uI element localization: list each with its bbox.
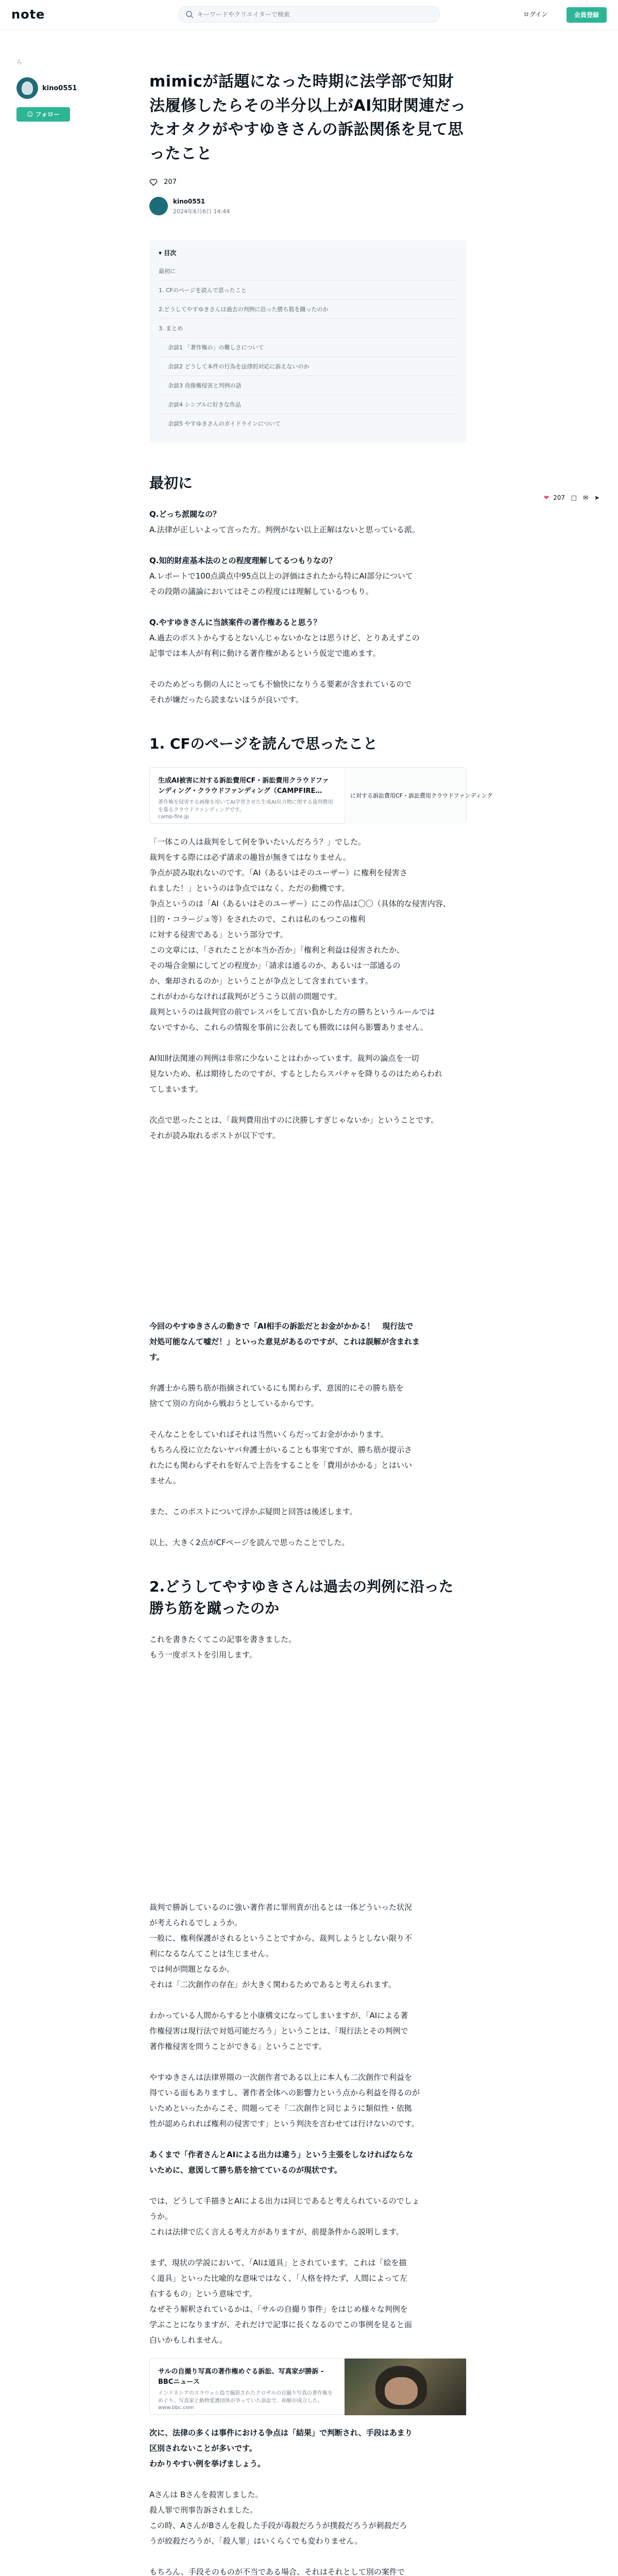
toc-item[interactable]: 余談1 「著作権の」の難しさについて xyxy=(159,338,457,357)
question-3: Q.やすゆきさんに当該案件の著作権あると思う？ xyxy=(149,618,321,627)
link-card-title: サルの自撮り写真の著作権めぐる訴訟、写真家が勝訴 - BBCニュース xyxy=(158,2368,324,2386)
article-title: mimicが話題になった時期に法学部で知財法履修したらその半分以上がAI知財関連だったオタクがやすゆきさんの訴訟関係を見て思ったこと xyxy=(149,73,466,163)
section-2-paragraph-9: Aさんは Bさんを殺害しました。 殺人罪で刑事告訴されました。 この時、AさんがBさんを殺した手段が毒殺だろうが撲殺だろうが刺殺だろ うが絞殺だろうが、「殺人罪」はいくらくでも変わりません。 xyxy=(149,2490,407,2546)
article xyxy=(149,70,493,2576)
section-1-paragraph-2: AI知財法関連の判例は非常に少ないことはわかっています。裁判の論点を一切 見ないため、私は期待したのですが、するとしたらスパチャを降りるのはためらわれ てしまいます。 xyxy=(149,1054,442,1094)
table-of-contents xyxy=(149,240,467,443)
toc-item[interactable]: 余談2 どうして本件の行為を法律的対応に訴えないのか xyxy=(159,357,457,376)
chevron-down-icon: ▾ xyxy=(159,249,164,257)
back-link[interactable]: ら xyxy=(16,59,22,65)
author-row xyxy=(149,197,467,217)
toc-item[interactable]: 1. CFのページを読んで思ったこと xyxy=(159,281,457,300)
toc-item[interactable]: 最初に xyxy=(159,262,457,281)
like-row xyxy=(149,178,467,189)
search-box[interactable] xyxy=(178,6,440,23)
answer-1: A.法律が正しいよって言った方。判例がない以上正解はないと思っている派。 xyxy=(149,525,420,534)
publish-date: 2024年6月6日 14:44 xyxy=(173,208,230,215)
search-input[interactable] xyxy=(197,7,434,22)
embedded-post-placeholder xyxy=(149,1143,467,1318)
toc-heading[interactable]: ▾ 目次 xyxy=(159,249,177,257)
follow-button[interactable] xyxy=(16,107,70,122)
heading-section-2: 2.どうしてやすゆきさんは過去の判例に沿った勝ち筋を蹴ったのか xyxy=(149,1578,454,1617)
signup-button[interactable]: 会員登録 xyxy=(566,7,607,23)
heading-intro: 最初に xyxy=(149,474,193,492)
heart-icon[interactable] xyxy=(149,179,158,186)
section-1-paragraph-1: 「一体この人は裁判をして何を争いたいんだろう？」でした。 裁判をする際には必ず請求の趣旨が無きてはなりません。 争点が読み取れないのです。「AI（あるいはそのユーザー）に権利を侵害さ れました！」というのは争点ではなく、ただの動機です。 争点というのは「AI（あるいはそのユーザー）にこの作品は〇〇（具体的な侵害内容、 目的・コラージュ等）をされたので、これは私のもつこの権利 に対する侵害である」という部分です。 この文章には、「されたことが本当か否か」「権利と利益は侵害されたか、 その場合金額にしてどの程度か」「請求は通るのか、あるいは一部通るの か、棄却されるのか」ということが争点として含まれています。 これがわからなければ裁判がどうこう以前の問題です。 裁判というのは裁判官の前でレスバをして言い負かした方の勝ちというルールでは ないですから、これらの情報を事前に公表しても勝敗には何ら影響ありません。 xyxy=(149,837,451,1032)
creator-name[interactable]: kino0551 xyxy=(42,84,77,92)
section-2-paragraph-7: まず、現状の学説において、「AIは道具」とされています。これは「絵を描 く道具」といった比喩的な意味ではなく、「人格を持たず、人間によって左 右するもの」という意味です。 なぜそう解釈されているかは、「サルの自撮り事件」をはじめ様々な判例を 学ぶことになりますが、それだけで記事に長くなるのでこの事例を見ると面 白いかもしれません。 xyxy=(149,2258,413,2345)
creator-avatar[interactable] xyxy=(16,77,38,99)
creator-card xyxy=(16,77,94,122)
toc-item[interactable]: 2.どうしてやすゆきさんは過去の判例に沿った勝ち筋を蹴ったのか xyxy=(159,300,457,319)
section-2-paragraph-8: 次に、法律の多くは事件における争点は「結果」で判断され、手段はあまり 区別されないことが多いです。 わかりやすい例を挙げましょう。 xyxy=(149,2428,413,2468)
floating-actions xyxy=(544,494,616,504)
question-1: Q.どっち派閥なの？ xyxy=(149,510,221,519)
toc-item[interactable]: 余談5 やすゆきさんのガイドラインについて xyxy=(168,420,281,427)
toc-item[interactable]: 余談3 肖像権侵害と判例の話 xyxy=(159,376,457,395)
toc-item[interactable]: 余談4 シンプルに好きな作品 xyxy=(159,395,457,414)
section-2-paragraph-2: 裁判で勝訴しているのに強い著作者に罪刑責が出るとは一体どういった状況 が考えられるでしょうか。 一般に、権利保護がされるということですから、裁判しようとしない限り不 利になるなんてことは生じません。 では何が問題となるか。 それは「二次創作の存在」が大きく関わるためであると考えられます。 xyxy=(149,1903,413,1989)
like-count: 207 xyxy=(164,178,177,186)
note-logo[interactable]: note xyxy=(11,7,45,22)
link-card-side-text: に対する訴訟費用CF・訴訟費用クラウドファンディング xyxy=(345,768,466,824)
section-2-paragraph-10: もちろん、手段そのものが不当である場合、それはそれとして別の案件で xyxy=(149,2567,405,2576)
section-1-paragraph-5: 弁護士から勝ち筋が指摘されているにも関わらず、意図的にその勝ち筋を 捨てて別の方向から戦おうとしているからです。 xyxy=(149,1383,404,1408)
search-icon xyxy=(185,10,194,19)
heading-section-1: 1. CFのページを読んで思ったこと xyxy=(149,735,377,752)
answer-3: A.過去のポストからするとないんじゃないかなとは思うけど、とりあえずこの 記事では本人が有利に動ける著作権があるという仮定で進めます。 xyxy=(149,633,420,658)
section-2-paragraph-5: あくまで「作者さんとAIによる出力は違う」という主張をしなければならな いために、意図して勝ち筋を捨てているのが現状です。 xyxy=(149,2150,414,2175)
share-icon[interactable]: ➤ xyxy=(594,494,599,501)
section-1-paragraph-4: 今回のやすゆきさんの動きで「AI相手の訴訟だとお金がかかる！ 現行法で 対処可能なんて嘘だ！」といった意見があるのですが、これは誤解が含まれま す。 xyxy=(149,1321,420,1362)
link-card-description: インドネシアのスラウェシ島で撮影されたクロザルの自撮り写真の著作権をめぐり、写真家と動物愛護団体が争っていた訴訟で、和解が成立した。 xyxy=(158,2391,333,2404)
user-plus-icon: ☺ xyxy=(26,111,36,118)
follow-label: フォロー xyxy=(35,111,60,118)
section-1-paragraph-6: そんなことをしていればそれは当然いくらだってお金がかかります。 もちろん役に立たないヤバ弁護士がいることも事実ですが、勝ち筋が提示さ れたにも関わらずそれを好んで上告をすることを「費用がかかる」とはいい ません。 xyxy=(149,1430,413,1485)
author-avatar[interactable] xyxy=(149,197,168,215)
login-button[interactable]: ログイン xyxy=(523,11,548,18)
link-card-title: 生成AI被害に対する訴訟費用CF・訴訟費用クラウドファンディング・クラウドファンディング（CAMPFIRE… xyxy=(158,777,329,795)
section-2-paragraph-3: わかっている人間からすると小康構文になってしまいますが、「AIによる著 作権侵害は現行法で対処可能だろう」ということは、「現行法とその判例で 著作権侵害を問うことができる」ということです。 xyxy=(149,2011,408,2051)
like-heart-icon[interactable]: ❤ xyxy=(544,494,550,501)
section-1-paragraph-8: 以上、大きく2点がCFページを読んで思ったことでした。 xyxy=(149,1538,350,1547)
comment-icon[interactable]: ✉ xyxy=(582,494,589,501)
bookmark-icon[interactable]: □ xyxy=(571,494,577,501)
link-card-campfire[interactable] xyxy=(149,767,493,824)
section-2-paragraph-4: やすゆきさんは法律界隈の一次創作者である以上に本人も二次創作で利益を 得ている面もありますし、著作者全体への影響力という点から利益を得るのが いためといったからこそ、問題ってそ「二次創作と同じように類似性・依拠 性が認められれば権利の侵害です」という判決を言わせては行けないのです。 xyxy=(149,2073,420,2128)
section-2-paragraph-1: これを書きたくてこの記事を書きました。 もう一度ポストを引用します。 xyxy=(149,1635,297,1659)
answer-2: A.レポートで100点満点中95点以上の評価はされたから特にAI部分について その段階の議論においてはそこの程度には理解しているつもり。 xyxy=(149,571,413,596)
link-card-description: 著作権を侵害する画像を用いてAI学習させた生成AI出力物に関する裁判費用を募るクラウドファンディングです。 xyxy=(158,800,333,813)
link-card-url: camp-fire.jp xyxy=(158,814,189,820)
side-like-count: 207 xyxy=(553,494,565,501)
site-header xyxy=(0,0,618,30)
link-card-url: www.bbc.com xyxy=(158,2405,194,2411)
monkey-selfie-thumbnail xyxy=(345,2359,466,2415)
link-card-bbc[interactable] xyxy=(149,2358,467,2415)
toc-item[interactable]: 3. まとめ xyxy=(159,319,457,338)
author-name[interactable]: kino0551 xyxy=(173,198,205,205)
intro-closing: そのためどっち側の人にとっても不愉快になりうる要素が含まれているので それが嫌だったら読まないほうが良いです。 xyxy=(149,680,412,704)
section-1-paragraph-7: また、このポストについて浮かぶ疑問と回答は後述します。 xyxy=(149,1507,357,1516)
embedded-post-placeholder-2 xyxy=(149,1663,467,1900)
section-2-paragraph-6: では、どうして手描きとAIによる出力は同じであると考えられているのでしょ うか。 これは法律で広く言える考え方がありますが、前提条件から説明します。 xyxy=(149,2196,420,2236)
section-1-paragraph-3: 次点で思ったことは、「裁判費用出すのに決勝しすぎじゃないか」ということです。 それが読み取れるポストが以下です。 xyxy=(149,1115,439,1140)
question-2: Q.知的財産基本法のとの程度理解してるつもりなの？ xyxy=(149,556,337,565)
